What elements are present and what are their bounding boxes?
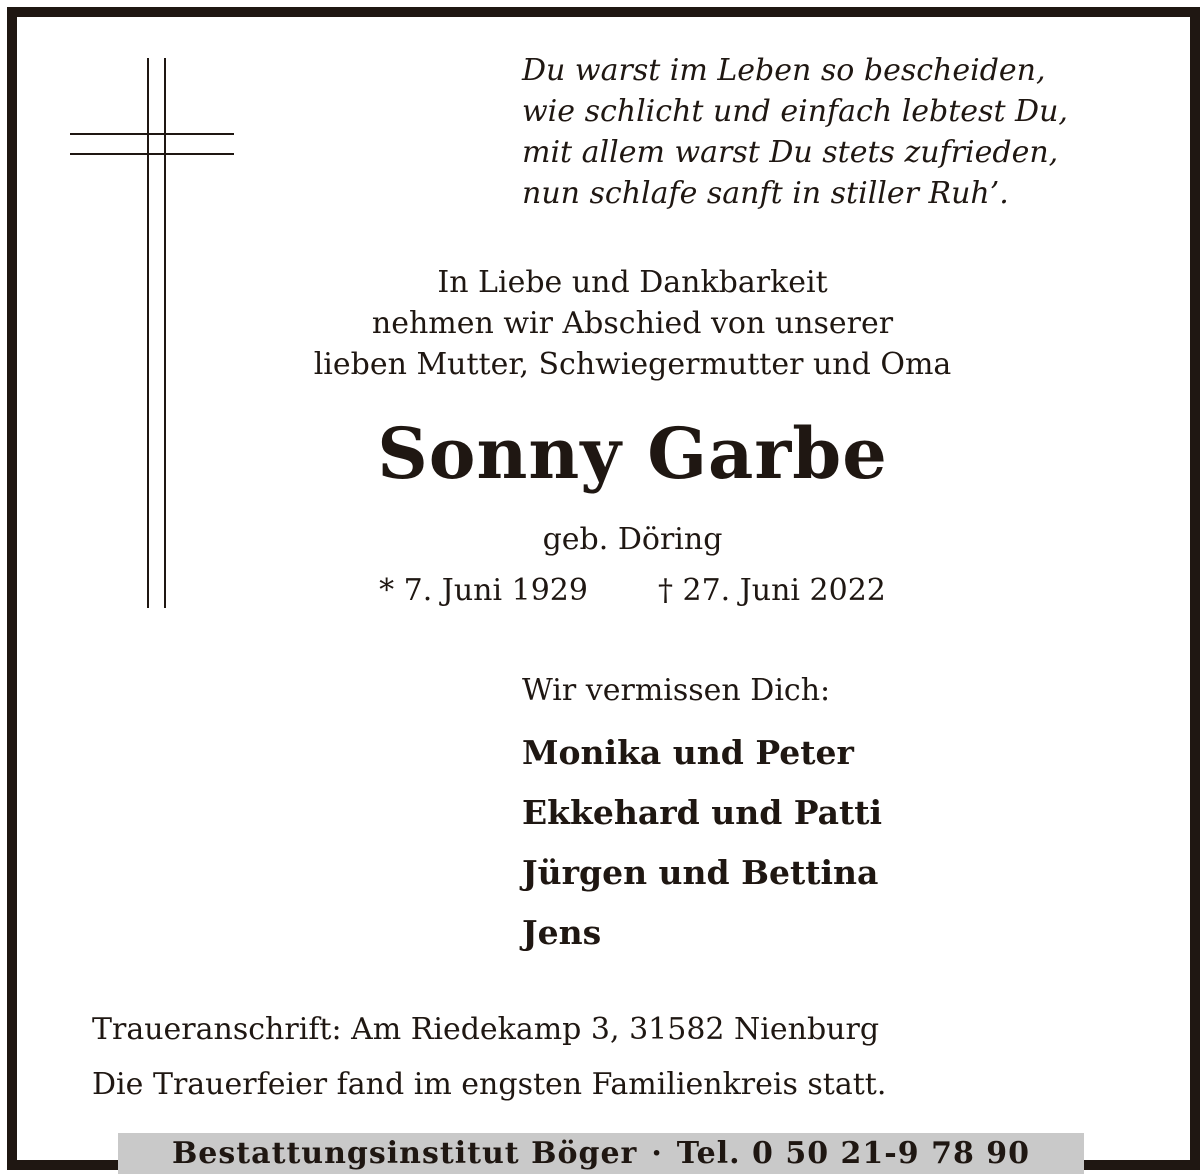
poem-line: wie schlicht und einfach lebtest Du, bbox=[522, 94, 1068, 129]
poem bbox=[522, 50, 1162, 214]
intro-line: nehmen wir Abschied von unserer bbox=[371, 306, 894, 341]
poem-line: mit allem warst Du stets zufrieden, bbox=[522, 135, 1059, 170]
mourner-family: Ekkehard und Patti bbox=[522, 793, 883, 832]
mourner-family: Jürgen und Bettina bbox=[522, 853, 879, 892]
mourners-block bbox=[522, 671, 1162, 963]
mourner-family: Monika und Peter bbox=[522, 733, 854, 772]
poem-line: Du warst im Leben so bescheiden, bbox=[522, 53, 1046, 88]
mourners-lead: Wir vermissen Dich: bbox=[522, 673, 831, 708]
death-date: † 27. Juni 2022 bbox=[657, 573, 886, 608]
footer-separator: · bbox=[651, 1136, 663, 1171]
poem-line: nun schlafe sanft in stiller Ruh’. bbox=[522, 176, 1009, 211]
mourner-family: Jens bbox=[522, 913, 602, 952]
mourning-address: Traueranschrift: Am Riedekamp 3, 31582 Nienburg bbox=[92, 1012, 880, 1047]
intro-line: In Liebe und Dankbarkeit bbox=[437, 265, 828, 300]
life-dates bbox=[230, 571, 1035, 611]
cross-icon bbox=[68, 58, 236, 608]
undertaker-phone: Tel. 0 50 21-9 78 90 bbox=[676, 1136, 1031, 1171]
deceased-name: Sonny Garbe bbox=[377, 412, 888, 495]
birth-name: geb. Döring bbox=[542, 522, 723, 557]
undertaker-name: Bestattungsinstitut Böger bbox=[171, 1136, 638, 1171]
intro-text bbox=[230, 262, 1035, 385]
intro-line: lieben Mutter, Schwiegermutter und Oma bbox=[313, 347, 952, 382]
ceremony-note: Die Trauerfeier fand im engsten Familienkreis statt. bbox=[92, 1067, 887, 1102]
birth-date: * 7. Juni 1929 bbox=[379, 573, 588, 608]
undertaker-footer bbox=[118, 1133, 1084, 1174]
